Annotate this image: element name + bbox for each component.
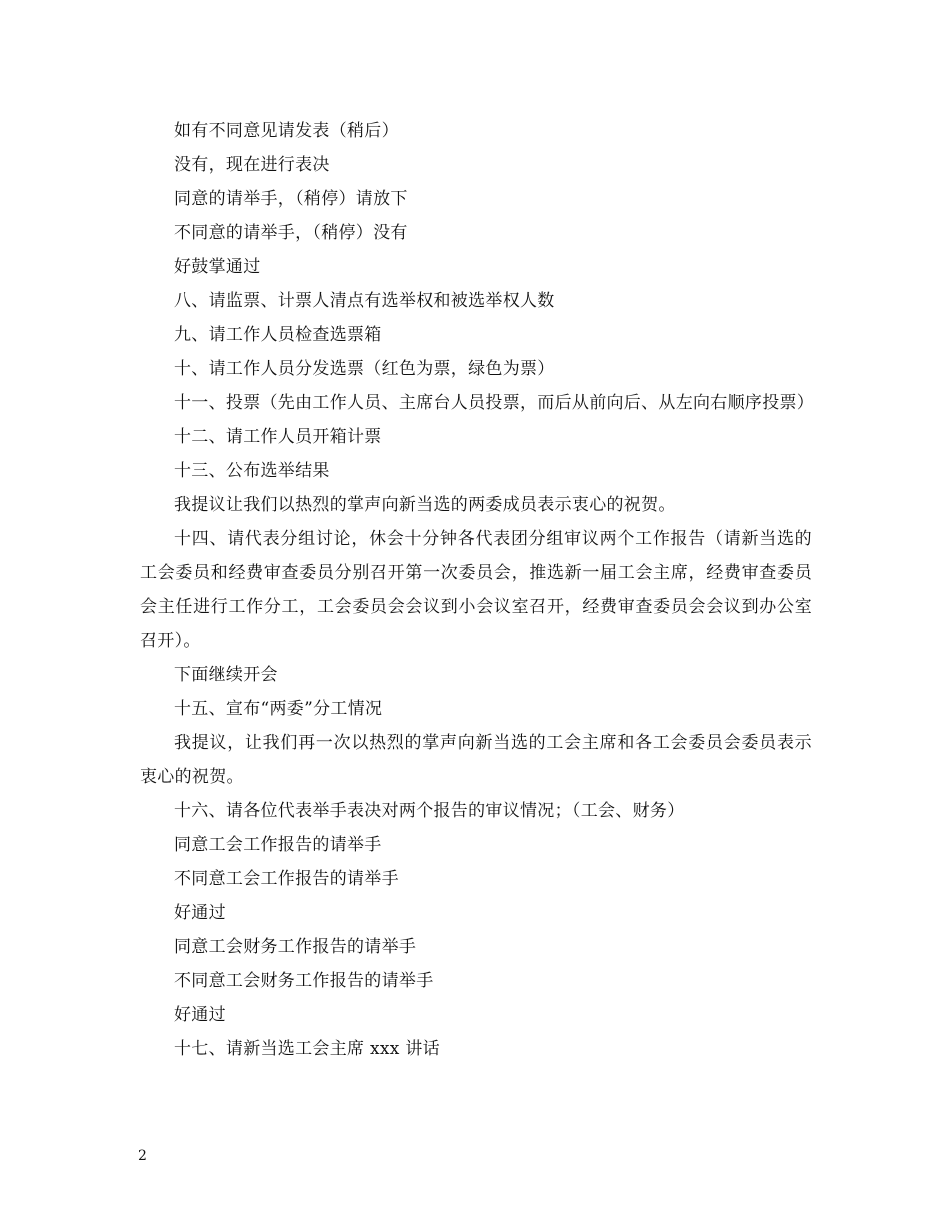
paragraph: 十六、请各位代表举手表决对两个报告的审议情况；（工会、财务） bbox=[174, 801, 685, 821]
page-number: 2 bbox=[138, 1148, 147, 1164]
paragraph: 同意工会工作报告的请举手 bbox=[174, 835, 382, 855]
paragraph: 不同意工会工作报告的请举手 bbox=[174, 869, 399, 889]
paragraph: 十、请工作人员分发选票（红色为票，绿色为票） bbox=[174, 359, 555, 379]
paragraph: 没有，现在进行表决 bbox=[174, 155, 330, 175]
paragraph: 十三、公布选举结果 bbox=[174, 461, 330, 481]
paragraph: 十二、请工作人员开箱计票 bbox=[174, 427, 382, 447]
paragraph: 好通过 bbox=[174, 1005, 226, 1025]
paragraph: 不同意工会财务工作报告的请举手 bbox=[174, 971, 434, 991]
paragraph: 我提议让我们以热烈的掌声向新当选的两委成员表示衷心的祝贺。 bbox=[174, 495, 676, 515]
paragraph: 十七、请新当选工会主席 xxx 讲话 bbox=[174, 1039, 440, 1059]
paragraph: 好通过 bbox=[174, 903, 226, 923]
paragraph: 不同意的请举手，（稍停）没有 bbox=[174, 223, 408, 243]
paragraph: 同意工会财务工作报告的请举手 bbox=[174, 937, 417, 957]
paragraph: 好鼓掌通过 bbox=[174, 257, 261, 277]
paragraph: 下面继续开会 bbox=[174, 665, 278, 685]
paragraph: 如有不同意见请发表（稍后） bbox=[174, 121, 399, 141]
paragraph: 十四、请代表分组讨论，休会十分钟各代表团分组审议两个工作报告（请新当选的工会委员和经费审查委员分别召开第一次委员会，推选新一届工会主席，经费审查委员会主任进行工作分工，工会委员会会议到小会议室召开，经费审查委员会会议到办公室召开）。 bbox=[140, 529, 812, 651]
paragraph: 我提议，让我们再一次以热烈的掌声向新当选的工会主席和各工会委员会委员表示衷心的祝贺。 bbox=[140, 733, 812, 787]
document-body bbox=[140, 114, 815, 1066]
paragraph: 十五、宣布“两委”分工情况 bbox=[174, 699, 383, 719]
paragraph: 同意的请举手，（稍停）请放下 bbox=[174, 189, 408, 209]
paragraph: 八、请监票、计票人清点有选举权和被选举权人数 bbox=[174, 291, 555, 311]
paragraph: 十一、投票（先由工作人员、主席台人员投票，而后从前向后、从左向右顺序投票） bbox=[174, 393, 815, 413]
paragraph: 九、请工作人员检查选票箱 bbox=[174, 325, 382, 345]
